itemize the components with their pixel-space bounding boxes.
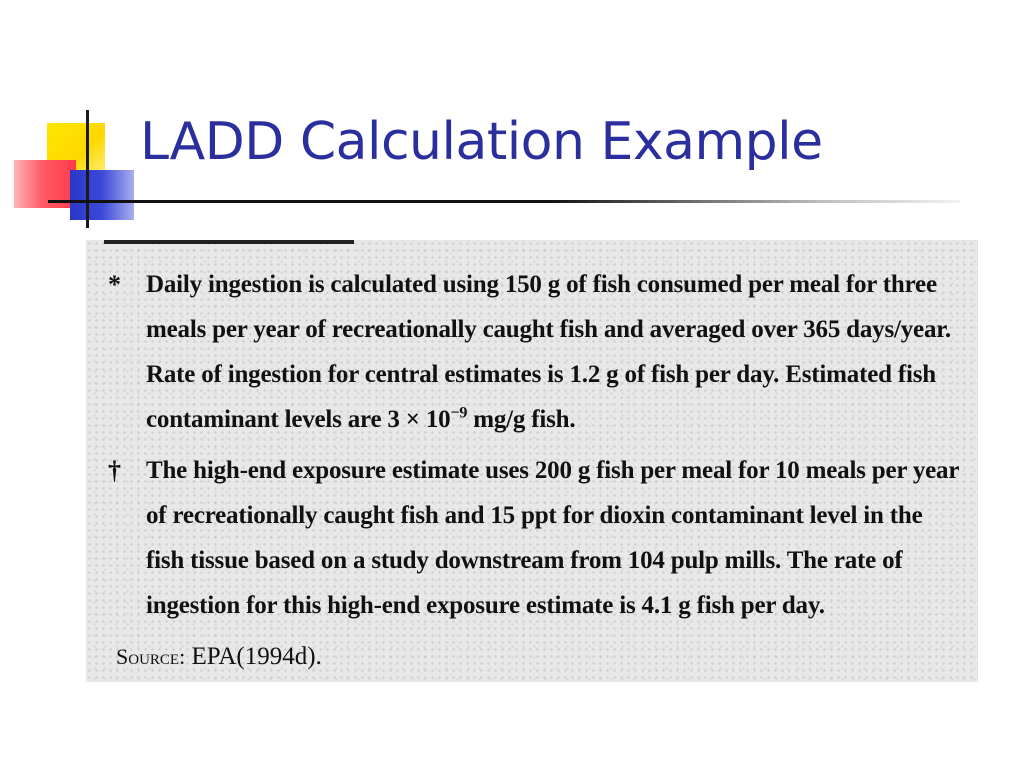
slide-title: LADD Calculation Example	[140, 112, 823, 172]
asterisk-mark: *	[108, 270, 121, 299]
source-label: Source:	[116, 644, 186, 669]
title-underline	[48, 200, 960, 203]
blue-square-decoration	[70, 170, 134, 220]
vertical-rule	[86, 110, 89, 228]
scanned-excerpt	[86, 240, 978, 682]
source-citation: EPA(1994d).	[185, 643, 322, 670]
footnote-text: Daily ingestion is calculated using 150 g of fish consumed per meal for three meals per year of recreationally caught fish and averaged over 365 days/year. Rate of ingestion for central estimates is 1.2 g of fish per day. Estimated fish contaminant levels are $3 \times 10^{-9}$ mg/g fish.	[146, 271, 951, 433]
footnote-high-end-estimate	[102, 448, 960, 628]
dagger-mark: †	[108, 456, 121, 485]
exponent: −9	[450, 404, 468, 422]
footnote-central-estimate	[102, 262, 960, 442]
footnote-text: The high-end exposure estimate uses 200 g fish per meal for 10 meals per year of recreationally caught fish and 15 ppt for dioxin contaminant level in the fish tissue based on a study downstream from 104 pulp mills. The rate of ingestion for this high-end exposure estimate is 4.1 g fish per day.	[146, 457, 959, 619]
source-line	[102, 634, 960, 679]
excerpt-top-rule	[104, 240, 354, 244]
